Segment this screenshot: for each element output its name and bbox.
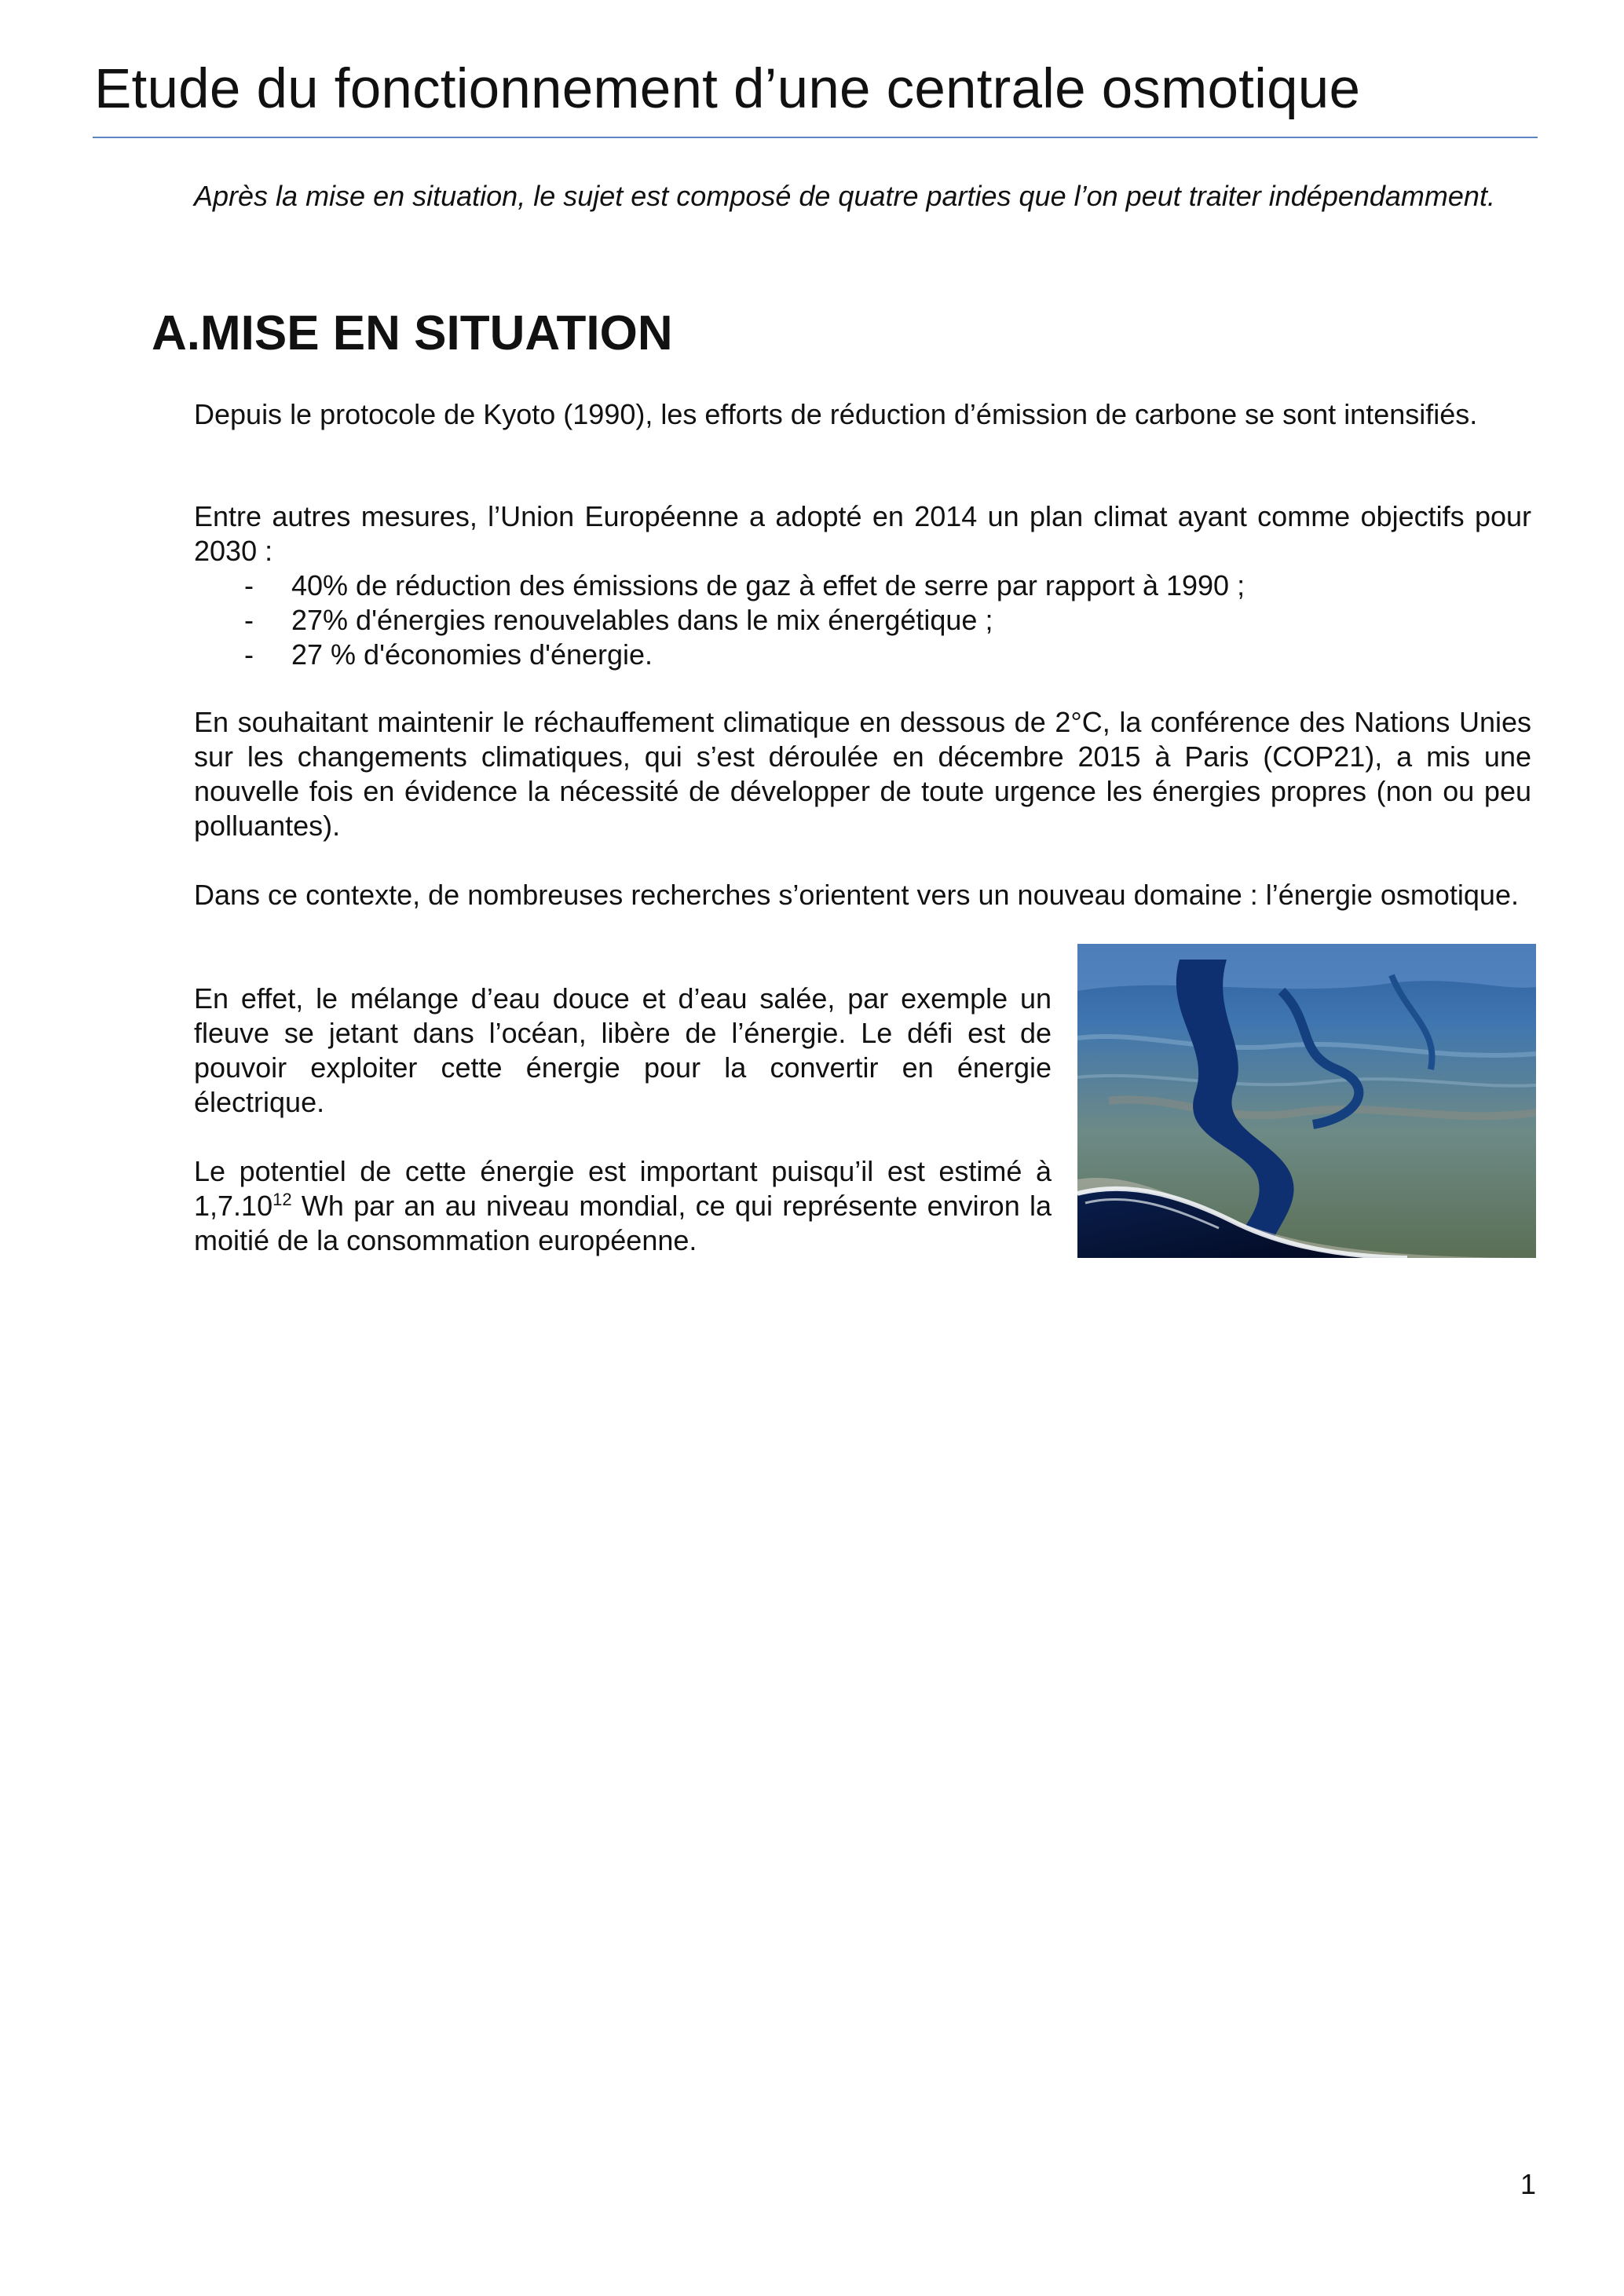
paragraph-context: Dans ce contexte, de nombreuses recherches s’orientent vers un nouveau domaine : l’énergie osmotique. (194, 879, 1519, 911)
paragraph-eu-plan: Entre autres mesures, l’Union Européenne a adopté en 2014 un plan climat ayant comme objectifs pour 2030 : (194, 500, 1531, 567)
river-estuary-photo (1077, 944, 1536, 1258)
page-number: 1 (1520, 2168, 1536, 2200)
paragraph-mixing: En effet, le mélange d’eau douce et d’eau salée, par exemple un fleuve se jetant dans l’océan, libère de l’énergie. Le défi est de pouvoir exploiter cette énergie pour la convertir en énergie électrique. (194, 982, 1052, 1118)
list-item (194, 638, 1531, 672)
objectives-list (194, 569, 1531, 672)
paragraph-cop21: En souhaitant maintenir le réchauffement climatique en dessous de 2°C, la conférence des Nations Unies sur les changements climatiques, qui s’est déroulée en décembre 2015 à Paris (COP21), a mis une nouvelle fois en évidence la nécessité de développer de toute urgence les énergies propres (non ou peu polluantes). (194, 706, 1531, 842)
potential-exponent: 12 (272, 1190, 292, 1209)
potential-text-end: Wh par an au niveau mondial, ce qui représente environ la moitié de la consommation européenne. (194, 1190, 1052, 1256)
list-dash: - (244, 638, 254, 671)
list-item-text: 27 % d'économies d'énergie. (291, 638, 653, 671)
paragraph-potential (194, 1154, 1052, 1258)
intro-note: Après la mise en situation, le sujet est composé de quatre parties que l’on peut traiter indépendamment. (194, 180, 1495, 212)
potential-text-start: Le potentiel de cette énergie est important puisqu’il est estimé à 1,7.10 (194, 1155, 1052, 1222)
list-item (194, 603, 1531, 638)
list-item-text: 27% d'énergies renouvelables dans le mix énergétique ; (291, 604, 993, 636)
title-underline (93, 137, 1538, 138)
list-item (194, 569, 1531, 603)
section-heading: A.MISE EN SITUATION (152, 306, 673, 360)
list-dash: - (244, 604, 254, 636)
list-dash: - (244, 569, 254, 601)
page-title: Etude du fonctionnement d’une centrale osmotique (94, 58, 1361, 120)
paragraph-kyoto: Depuis le protocole de Kyoto (1990), les efforts de réduction d’émission de carbone se sont intensifiés. (194, 398, 1478, 430)
list-item-text: 40% de réduction des émissions de gaz à effet de serre par rapport à 1990 ; (291, 569, 1245, 601)
